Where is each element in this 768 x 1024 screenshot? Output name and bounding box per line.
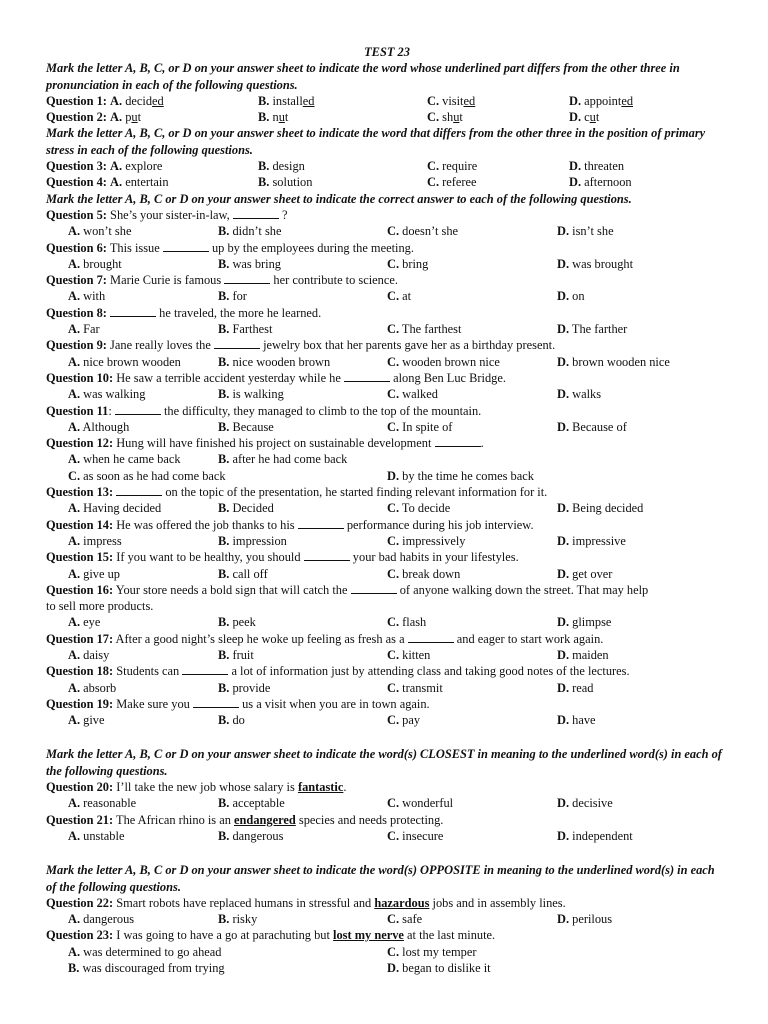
question-23: Question 23: I was going to have a go at parachuting but lost my nerve at the last minute. [46, 928, 496, 943]
options-12-row-2: C. as soon as he had come back D. by the time he comes back [68, 468, 534, 483]
question-1: Question 1: A. decided B. installed C. visited D. appointed [46, 93, 634, 108]
question-label: Question 16: [46, 582, 114, 597]
question-17: Question 17: After a good night’s sleep he woke up feeling as fresh as a and eager to start work again. [46, 631, 604, 646]
question-7: Question 7: Marie Curie is famous her contribute to science. [46, 273, 398, 288]
instruction-closest: Mark the letter A, B, C or D on your answer sheet to indicate the word(s) CLOSEST in meaning to the underlined word(s) in each of the following questions. [46, 747, 722, 778]
question-label: Question 9: [46, 338, 107, 353]
question-label: Question 10: [46, 370, 114, 385]
question-15: Question 15: If you want to be healthy, you should your bad habits in your lifestyles. [46, 550, 519, 565]
options-21: A. unstable B. dangerous C. insecure D. independent [68, 828, 633, 843]
answer-blank [110, 306, 156, 317]
question-22: Question 22: Smart robots have replaced humans in stressful and hazardous jobs and in assembly lines. [46, 895, 566, 910]
question-label: Question 19: [46, 696, 114, 711]
question-label: Question 15: [46, 550, 114, 565]
section-gap [46, 844, 728, 862]
answer-blank [233, 208, 279, 219]
question-5: Question 5: She’s your sister-in-law, ? [46, 207, 288, 222]
options-22: A. dangerous B. risky C. safe D. perilous [68, 912, 613, 927]
options-16: A. eye B. peek C. flash D. glimpse [68, 615, 612, 630]
question-4: Question 4: A. entertain B. solution C. referee D. afternoon [46, 175, 632, 190]
options-23-row-1: A. was determined to go ahead C. lost my temper [68, 944, 477, 959]
answer-blank [163, 241, 209, 252]
options-6: A. brought B. was bring C. bring D. was brought [68, 256, 634, 271]
answer-blank [193, 697, 239, 708]
answer-blank [344, 371, 390, 382]
question-label: Question 14: [46, 517, 114, 532]
question-label: Question 17: [46, 631, 114, 646]
question-label: Question 5: [46, 207, 107, 222]
question-3: Question 3: A. explore B. design C. require D. threaten [46, 159, 625, 174]
page-title: TEST 23 [364, 45, 410, 59]
options-13: A. Having decided B. Decided C. To decide D. Being decided [68, 501, 644, 516]
question-12: Question 12: Hung will have finished his project on sustainable development . [46, 436, 484, 451]
section-gap [46, 728, 728, 746]
options-19: A. give B. do C. pay D. have [68, 713, 596, 728]
answer-blank [408, 632, 454, 643]
options-14: A. impress B. impression C. impressively D. impressive [68, 533, 626, 548]
question-8: Question 8: he traveled, the more he learned. [46, 305, 322, 320]
answer-blank [435, 436, 481, 447]
question-label: Question 7: [46, 273, 107, 288]
options-10: A. was walking B. is walking C. walked D. walks [68, 387, 602, 402]
answer-blank [304, 550, 350, 561]
answer-blank [115, 404, 161, 415]
question-label: Question 8: [46, 305, 107, 320]
question-label: Question 20: [46, 780, 114, 795]
question-label: Question 12: [46, 436, 114, 451]
question-18: Question 18: Students can a lot of information just by attending class and taking good notes of the lectures. [46, 664, 630, 679]
question-16: Question 16: Your store needs a bold sign that will catch the of anyone walking down the street. That may help [46, 582, 649, 597]
question-14: Question 14: He was offered the job thanks to his performance during his job interview. [46, 517, 534, 532]
question-label: Question 23: [46, 928, 114, 943]
options-11: A. Although B. Because C. In spite of D. Because of [68, 419, 627, 434]
answer-blank [224, 273, 270, 284]
question-13: Question 13: on the topic of the presentation, he started finding relevant information for it. [46, 485, 548, 500]
question-21: Question 21: The African rhino is an endangered species and needs protecting. [46, 812, 444, 827]
answer-blank [351, 583, 397, 594]
question-label: Question 22: [46, 895, 114, 910]
question-9: Question 9: Jane really loves the jewelry box that her parents gave her as a birthday present. [46, 338, 556, 353]
instruction-opposite: Mark the letter A, B, C or D on your answer sheet to indicate the word(s) OPPOSITE in meaning to the underlined word(s) in each of the following questions. [46, 863, 715, 894]
options-9: A. nice brown wooden B. nice wooden brown C. wooden brown nice D. brown wooden nice [68, 354, 670, 369]
options-8: A. Far B. Farthest C. The farthest D. The farther [68, 322, 628, 337]
options-23-row-2: B. was discouraged from trying D. began to dislike it [68, 961, 491, 976]
options-17: A. daisy B. fruit C. kitten D. maiden [68, 647, 609, 662]
question-label: Question 3: [46, 159, 107, 174]
options-12-row-1: A. when he came back B. after he had come back [68, 452, 348, 467]
answer-blank [298, 518, 344, 529]
question-label: Question 21: [46, 812, 114, 827]
question-label: Question 1: [46, 93, 107, 108]
instruction-stress: Mark the letter A, B, C, or D on your answer sheet to indicate the word that differs from the other three in the position of primary stress in each of the following questions. [46, 126, 706, 157]
options-7: A. with B. for C. at D. on [68, 289, 585, 304]
question-label: Question 13: [46, 485, 114, 500]
question-10: Question 10: He saw a terrible accident yesterday while he along Ben Luc Bridge. [46, 370, 506, 385]
options-20: A. reasonable B. acceptable C. wonderful D. decisive [68, 796, 613, 811]
question-label: Question 18: [46, 664, 114, 679]
question-label: Question 2: [46, 110, 107, 125]
question-2: Question 2: A. put B. nut C. shut D. cut [46, 110, 600, 125]
options-18: A. absorb B. provide C. transmit D. read [68, 680, 594, 695]
question-label: Question 11 [46, 403, 109, 418]
question-11: Question 11: the difficulty, they managed to climb to the top of the mountain. [46, 403, 482, 418]
answer-blank [214, 338, 260, 349]
question-label: Question 4: [46, 175, 107, 190]
options-5: A. won’t she B. didn’t she C. doesn’t she D. isn’t she [68, 224, 614, 239]
question-19: Question 19: Make sure you us a visit when you are in town again. [46, 696, 430, 711]
question-20: Question 20: I’ll take the new job whose salary is fantastic. [46, 780, 347, 795]
instruction-pronunciation: Mark the letter A, B, C, or D on your answer sheet to indicate the word whose underlined part differs from the other three in pronunciation in each of the following questions. [46, 61, 680, 92]
answer-blank [116, 485, 162, 496]
instruction-correct: Mark the letter A, B, C or D on your answer sheet to indicate the correct answer to each of the following questions. [46, 191, 632, 206]
question-16-continued: to sell more products. [46, 599, 154, 614]
question-6: Question 6: This issue up by the employees during the meeting. [46, 240, 414, 255]
options-15: A. give up B. call off C. break down D. get over [68, 566, 613, 581]
question-label: Question 6: [46, 240, 107, 255]
answer-blank [182, 664, 228, 675]
